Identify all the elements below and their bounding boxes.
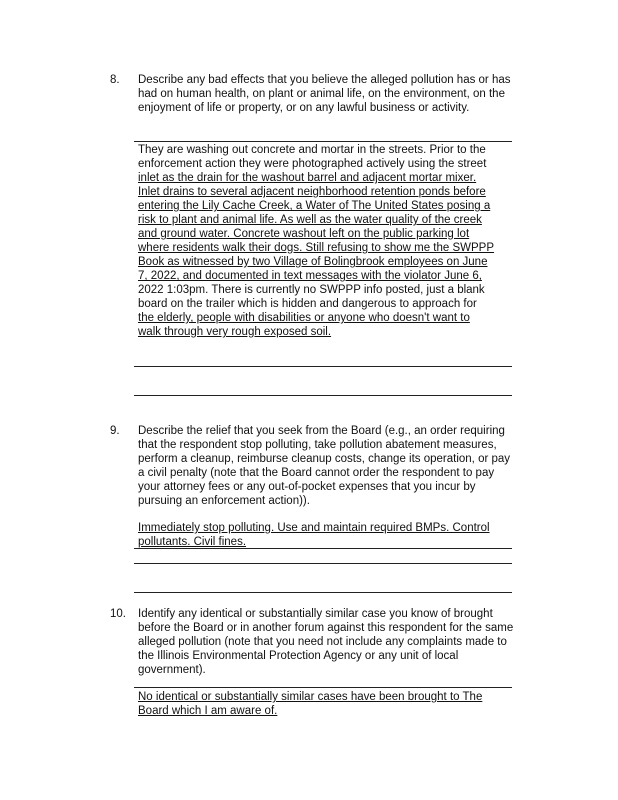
answer-line-text: enforcement action they were photographed actively using the street [138, 158, 487, 170]
answer-line [134, 366, 512, 367]
answer-line-text: They are washing out concrete and mortar in the streets. Prior to the [138, 144, 486, 156]
question-10-answer [138, 690, 510, 718]
answer-line-text: Inlet drains to several adjacent neighborhood retention ponds before [138, 186, 486, 198]
answer-line-text: 7, 2022, and documented in text messages with the violator June 6, [138, 270, 482, 282]
question-8-prompt: Describe any bad effects that you believe the alleged pollution has or has had on human health, on plant or animal life, on the environment, on the enjoyment of life or property, or on any lawful business or activity. [138, 74, 511, 114]
question-8-number: 8. [110, 74, 120, 86]
answer-line-text: where residents walk their dogs. Still refusing to show me the SWPPP [138, 242, 495, 254]
answer-line [134, 548, 512, 549]
question-9-prompt: Describe the relief that you seek from the Board (e.g., an order requiring that the respondent stop polluting, take pollution abatement measures, perform a cleanup, reimburse cleanup costs, change its operation, or pay a civil penalty (note that the Board cannot order the respondent to pay your attorney fees or any out-of-pocket expenses that you incur by pursuing an enforcement action)). [138, 425, 511, 507]
answer-line [134, 563, 512, 564]
answer-line [134, 395, 512, 396]
answer-line [134, 687, 512, 688]
answer-line-text: risk to plant and animal life. As well as the water quality of the creek [138, 214, 482, 226]
answer-line-text: Book as witnessed by two Village of Bolingbrook employees on June [138, 256, 488, 268]
answer-line-text: the elderly, people with disabilities or anyone who doesn't want to [138, 312, 470, 324]
answer-line-text: Immediately stop polluting. Use and maintain required BMPs. Control [138, 522, 490, 534]
question-9-number: 9. [110, 425, 120, 437]
answer-line-text: Board which I am aware of. [138, 705, 278, 717]
answer-line [134, 592, 512, 593]
answer-line-text: walk through very rough exposed soil. [138, 326, 332, 338]
question-8-answer [138, 143, 510, 339]
question-10-number: 10. [110, 608, 126, 620]
answer-line [134, 141, 512, 142]
answer-line-text: board on the trailer which is hidden and dangerous to approach for [138, 298, 477, 310]
question-9-answer [138, 521, 510, 549]
answer-line-text: pollutants. Civil fines. [138, 536, 247, 548]
answer-line-text: inlet as the drain for the washout barrel and adjacent mortar mixer. [138, 172, 477, 184]
answer-line-text: No identical or substantially similar cases have been brought to The [138, 691, 483, 703]
question-10-prompt: Identify any identical or substantially similar case you know of brought before the Board or in another forum against this respondent for the same alleged pollution (note that you need not include any complaints made to the Illinois Environmental Protection Agency or any unit of local government). [138, 608, 514, 676]
answer-line-text: 2022 1:03pm. There is currently no SWPPP info posted, just a blank [138, 284, 485, 296]
answer-line-text: entering the Lily Cache Creek, a Water of The United States posing a [138, 200, 491, 212]
answer-line-text: and ground water. Concrete washout left on the public parking lot [138, 228, 470, 240]
